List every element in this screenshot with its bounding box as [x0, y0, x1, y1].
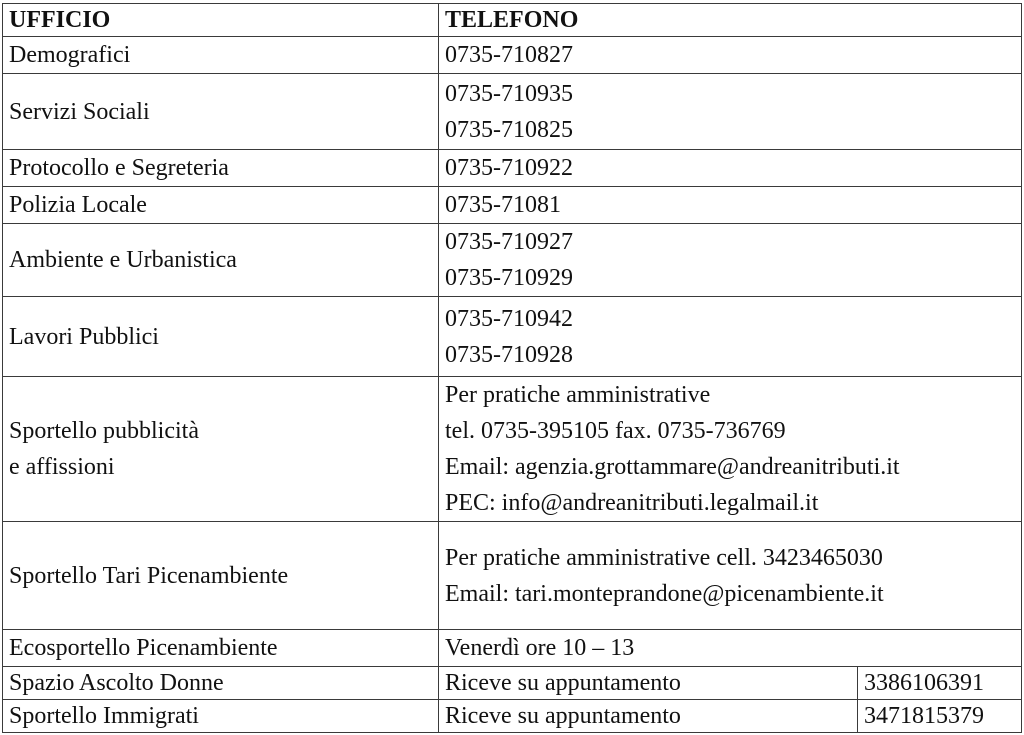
office-cell: Sportello Immigrati — [3, 700, 439, 733]
phone-cell — [439, 630, 1022, 667]
offices-table — [2, 3, 1022, 733]
phone-line: 0735-710928 — [445, 341, 573, 368]
table-row — [3, 37, 1022, 74]
office-name: Demografici — [9, 42, 131, 68]
phone-number-cell: 3471815379 — [858, 700, 1022, 733]
table-row — [3, 224, 1022, 297]
table-row — [3, 700, 1022, 733]
phone-cell — [439, 377, 1022, 522]
office-name: Lavori Pubblici — [9, 323, 159, 350]
office-name: Ecosportello Picenambiente — [9, 635, 278, 661]
office-cell — [3, 297, 439, 377]
email-line: Email: tari.monteprandone@picenambiente.it — [445, 580, 884, 607]
phone-line: 0735-710922 — [445, 155, 573, 181]
table-row — [3, 297, 1022, 377]
table-row — [3, 667, 1022, 700]
office-cell — [3, 630, 439, 667]
email-line: Email: agenzia.grottammare@andreanitributi.it — [445, 454, 900, 480]
phone-number-cell: 3386106391 — [858, 667, 1022, 700]
header-row — [3, 4, 1022, 37]
phone-line: 0735-710929 — [445, 265, 573, 291]
table-row — [3, 74, 1022, 150]
office-cell — [3, 37, 439, 74]
hours-line: Venerdì ore 10 – 13 — [445, 635, 635, 661]
office-cell — [3, 150, 439, 187]
phone-cell — [439, 74, 1022, 150]
pec-line: PEC: info@andreanitributi.legalmail.it — [445, 490, 819, 516]
phone-line: tel. 0735-395105 fax. 0735-736769 — [445, 418, 786, 444]
office-cell — [3, 74, 439, 150]
table-row — [3, 630, 1022, 667]
office-cell — [3, 224, 439, 297]
header-office: UFFICIO — [3, 4, 439, 37]
office-cell — [3, 187, 439, 224]
office-name: Polizia Locale — [9, 192, 147, 218]
office-name: Ambiente e Urbanistica — [9, 247, 237, 273]
header-phone: TELEFONO — [439, 4, 1022, 37]
office-name: Protocollo e Segreteria — [9, 155, 229, 181]
office-cell — [3, 377, 439, 522]
phone-line: 0735-710927 — [445, 229, 573, 255]
office-name: Sportello pubblicità — [9, 418, 199, 444]
phone-line: 0735-71081 — [445, 192, 561, 218]
office-name: Servizi Sociali — [9, 98, 150, 125]
office-name: Sportello Tari Picenambiente — [9, 562, 289, 589]
table-row — [3, 377, 1022, 522]
phone-line: 0735-710827 — [445, 42, 573, 68]
office-cell: Spazio Ascolto Donne — [3, 667, 439, 700]
table-row — [3, 187, 1022, 224]
note-cell: Riceve su appuntamento — [439, 700, 858, 733]
phone-line: Per pratiche amministrative — [445, 382, 711, 408]
office-cell — [3, 522, 439, 630]
phone-cell — [439, 187, 1022, 224]
phone-cell — [439, 150, 1022, 187]
phone-line: 0735-710935 — [445, 80, 573, 107]
phone-line: 0735-710942 — [445, 305, 573, 332]
office-name: e affissioni — [9, 454, 115, 480]
phone-line: Per pratiche amministrative cell. 3423465030 — [445, 544, 883, 571]
table-row — [3, 150, 1022, 187]
phone-cell — [439, 37, 1022, 74]
phone-cell — [439, 522, 1022, 630]
note-cell: Riceve su appuntamento — [439, 667, 858, 700]
phone-line: 0735-710825 — [445, 116, 573, 143]
phone-cell — [439, 224, 1022, 297]
phone-cell — [439, 297, 1022, 377]
table-row — [3, 522, 1022, 630]
